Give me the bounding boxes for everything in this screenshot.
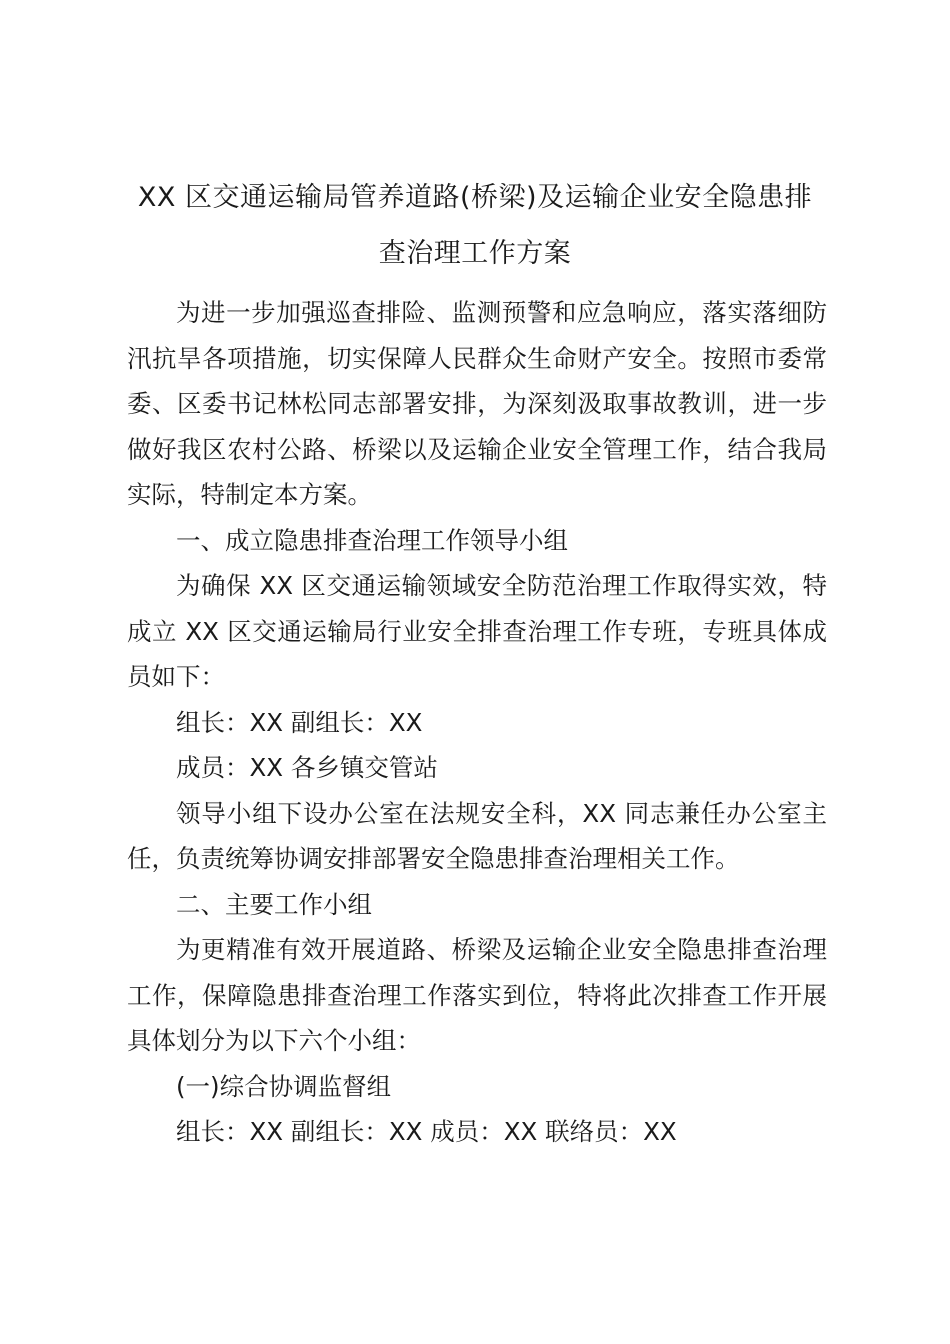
paragraph: 成员：XX 各乡镇交管站 [176,753,438,782]
paragraph: 组长：XX 副组长：XX 成员：XX 联络员：XX [176,1117,677,1146]
subsection-heading: (一)综合协调监督组 [176,1071,392,1101]
document-body [127,290,827,1155]
paragraph: 为确保 XX 区交通运输领域安全防范治理工作取得实效，特成立 XX 区交通运输局行业安全排查治理工作专班，专班具体成员如下： [127,571,827,691]
document-title [118,170,832,282]
paragraph: 组长：XX 副组长：XX [176,707,423,737]
section-heading-1: 一、成立隐患排查治理工作领导小组 [176,525,568,555]
paragraph-intro: 为进一步加强巡查排险、监测预警和应急响应，落实落细防汛抗旱各项措施，切实保障人民群众生命财产安全。按照市委常委、区委书记林松同志部署安排，为深刻汲取事故教训，进一步做好我区农村公路、桥梁以及运输企业安全管理工作，结合我局实际，特制定本方案。 [127,298,827,509]
paragraph: 领导小组下设办公室在法规安全科，XX 同志兼任办公室主任，负责统筹协调安排部署安全隐患排查治理相关工作。 [127,798,827,873]
title-line-1: XX 区交通运输局管养道路(桥梁)及运输企业安全隐患排 [137,182,813,213]
section-heading-2: 二、主要工作小组 [176,889,372,919]
title-line-2: 查治理工作方案 [378,238,572,269]
paragraph: 为更精准有效开展道路、桥梁及运输企业安全隐患排查治理工作，保障隐患排查治理工作落实到位，特将此次排查工作开展具体划分为以下六个小组： [127,935,827,1055]
